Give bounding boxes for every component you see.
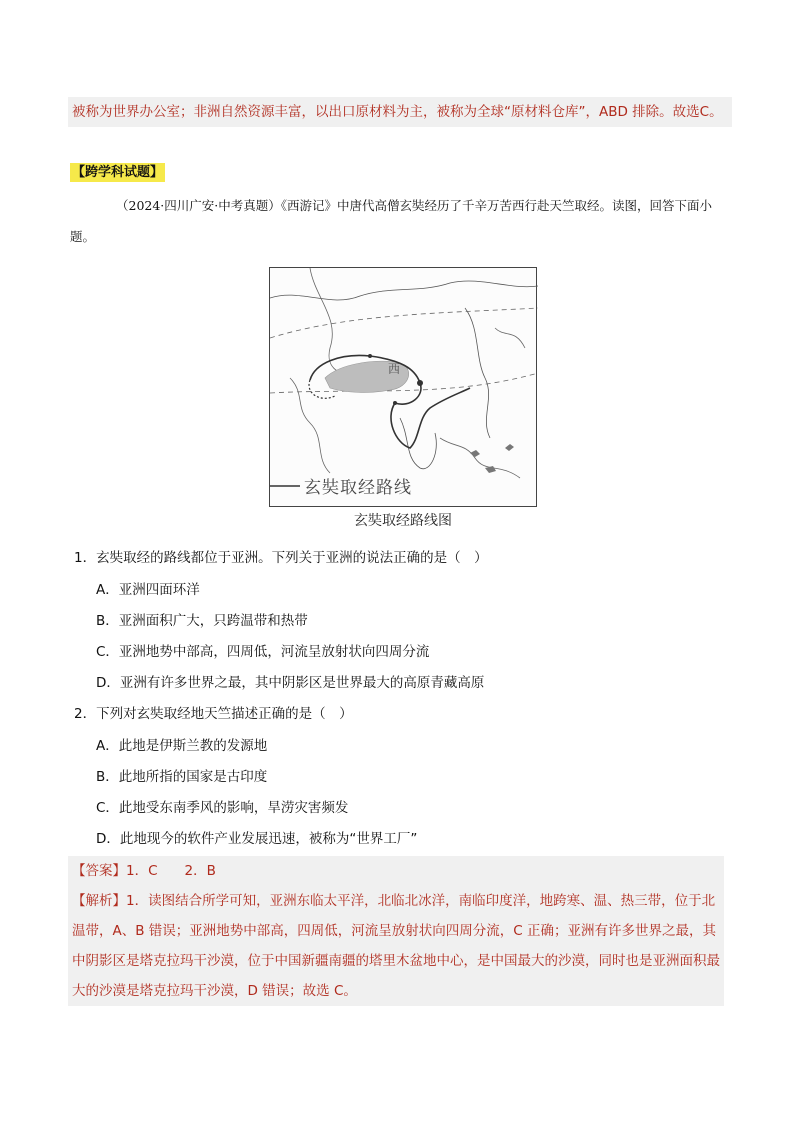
map-region-label: 西 [388, 362, 401, 376]
previous-answer-text: 被称为世界办公室；非洲自然资源丰富，以出口原材料为主，被称为全球“原材料仓库”，ABD 排除。故选C。 [68, 97, 732, 127]
answer-label: 【答案】 [72, 863, 126, 879]
answer-text: 1．C 2．B [126, 863, 216, 879]
question-2-option-d: D．此地现今的软件产业发展迅速，被称为“世界工厂” [96, 831, 418, 847]
question-2-stem: 2．下列对玄奘取经地天竺描述正确的是（ ） [74, 706, 353, 722]
question-1-option-b: B．亚洲面积广大，只跨温带和热带 [96, 613, 308, 629]
question-2-option-c: C．此地受东南季风的影响，旱涝灾害频发 [96, 800, 349, 816]
question-2-option-a: A．此地是伊斯兰教的发源地 [96, 738, 268, 754]
map-legend-label: 玄奘取经路线 [304, 478, 412, 498]
asia-map-drawing [270, 268, 538, 508]
route-map-figure [269, 267, 537, 507]
question-2-option-b: B．此地所指的国家是古印度 [96, 769, 268, 785]
question-1-option-c: C．亚洲地势中部高，四周低，河流呈放射状向四周分流 [96, 644, 430, 660]
question-1-option-a: A．亚洲四面环洋 [96, 582, 200, 598]
answer-row [68, 856, 724, 886]
section-tag: 【跨学科试题】 [72, 165, 164, 180]
answer-analysis-block [68, 856, 724, 1006]
question-1-option-d: D．亚洲有许多世界之最，其中阴影区是世界最大的高原青藏高原 [96, 675, 485, 691]
figure-caption: 玄奘取经路线图 [354, 513, 452, 529]
analysis-text: 1．读图结合所学可知，亚洲东临太平洋，北临北冰洋，南临印度洋，地跨寒、温、热三带，位于北温带，A、B 错误；亚洲地势中部高，四周低，河流呈放射状向四周分流，C 正确；亚洲有许多世界之最，其中阴影区是塔克拉玛干沙漠，位于中国新疆南疆的塔里木盆地中心，是中国最大的沙漠，同时也是亚洲面积最大的沙漠是塔克拉玛干沙漠，D 错误；故选 C。 [72, 893, 720, 999]
analysis-paragraph [68, 886, 724, 1006]
question-intro: （2024·四川广安·中考真题）《西游记》中唐代高僧玄奘经历了千辛万苦西行赴天竺取经。读图，回答下面小题。 [70, 198, 713, 244]
analysis-label: 【解析】 [72, 893, 126, 909]
question-1-stem: 1．玄奘取经的路线都位于亚洲。下列关于亚洲的说法正确的是（ ） [74, 550, 488, 566]
